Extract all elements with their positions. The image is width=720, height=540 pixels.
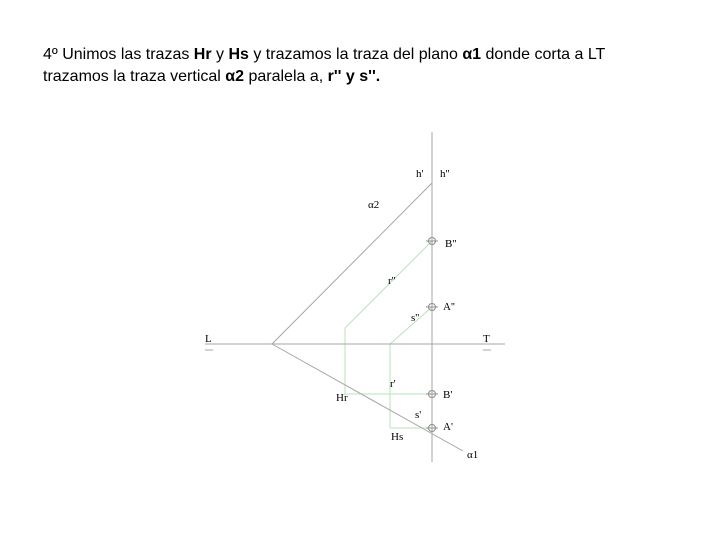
alpha1-subscript: 1 bbox=[472, 449, 479, 461]
alpha1-symbol: α bbox=[467, 449, 473, 461]
label-s-prime: s' bbox=[415, 409, 422, 421]
caption-text: 4º Unimos las trazas bbox=[43, 46, 194, 63]
construction-lines bbox=[345, 241, 432, 428]
alpha2-symbol: α bbox=[368, 199, 374, 211]
caption-text: trazamos la traza vertical bbox=[43, 68, 226, 85]
label-r-prime: r' bbox=[390, 378, 396, 390]
label-r-double: r'' bbox=[388, 275, 396, 287]
caption-text: y trazamos la traza del plano bbox=[248, 46, 463, 63]
label-hr: Hr bbox=[336, 392, 348, 404]
label-h-double: h'' bbox=[440, 168, 450, 180]
caption-bold-alpha1: α1 bbox=[462, 46, 482, 63]
caption-bold-r-s: r'' y s''. bbox=[327, 68, 381, 85]
label-a-prime: A' bbox=[443, 421, 453, 433]
label-l: L bbox=[205, 333, 212, 345]
caption-bold-hr: Hr bbox=[193, 46, 212, 63]
caption-bold-hs: Hs bbox=[228, 46, 249, 63]
main-lines bbox=[205, 132, 505, 462]
alpha2-subscript: 2 bbox=[373, 199, 380, 211]
label-s-double: s'' bbox=[411, 312, 420, 324]
label-hs: Hs bbox=[391, 431, 404, 443]
alpha1-trace-line bbox=[272, 344, 463, 451]
label-t: T bbox=[483, 333, 490, 345]
label-h-prime: h' bbox=[416, 168, 424, 180]
caption-bold-alpha2: α2 bbox=[225, 68, 245, 85]
label-a-double: A'' bbox=[443, 301, 455, 313]
caption-text: y bbox=[211, 46, 229, 63]
alpha2-trace-line bbox=[272, 183, 432, 344]
label-alpha1 bbox=[467, 449, 478, 461]
label-b-prime: B' bbox=[443, 389, 453, 401]
label-b-double: B'' bbox=[445, 238, 457, 250]
caption-text: donde corta a LT bbox=[481, 46, 606, 63]
label-alpha2 bbox=[368, 199, 379, 211]
caption-text: paralela a, bbox=[244, 68, 328, 85]
